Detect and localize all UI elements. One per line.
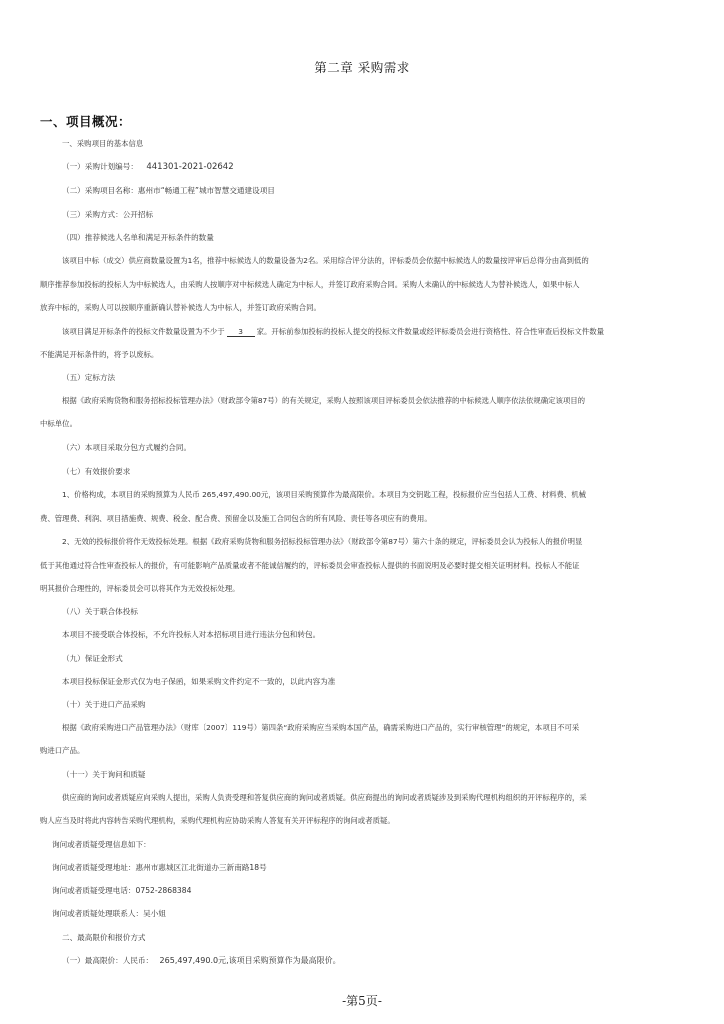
- paragraph-line: 本项目不接受联合体投标，不允许投标人对本招标项目进行违法分包和转包。: [62, 630, 321, 639]
- paragraph-line: 低于其他通过符合性审查投标人的报价，有可能影响产品质量或者不能诚信履约的，评标委员会审查投标人提供的书面说明及必要时提交相关证明材料。投标人不能证: [40, 561, 580, 570]
- paragraph-line: 供应商的询问或者质疑应向采购人提出，采购人负责受理和答复供应商的询问或者质疑。供应商提出的询问或者质疑涉及到采购代理机构组织的开评标程序的，采: [62, 793, 587, 802]
- paragraph-line: 放弃中标的，采购人可以按顺序重新确认替补候选人为中标人，并签订政府采购合同。: [40, 303, 321, 312]
- page-number: -第5页-: [342, 994, 382, 1008]
- valid-quote-heading: （七）有效报价要求: [62, 467, 131, 476]
- inquiry-heading: （十一）关于询问和质疑: [62, 770, 146, 779]
- deposit-heading: （九）保证金形式: [62, 654, 123, 663]
- subsection-heading: 一、采购项目的基本信息: [62, 139, 144, 148]
- paragraph-line: 根据《政府采购进口产品管理办法》（财库〔2007〕119号）第四条“政府采购应当采购本国产品，确需采购进口产品的，实行审核管理”的规定，本项目不可采: [62, 723, 580, 732]
- procurement-plan-number: [62, 162, 234, 172]
- inquiry-address: 询问或者质疑受理地址：惠州市惠城区江北街道办三新南路18号: [52, 863, 267, 872]
- paragraph-line: 该项目中标（成交）供应商数量设置为1名，推荐中标候选人的数量设备为2名。采用综合评分法的，评标委员会依据中标候选人的数量按评审后总得分由高到低的: [62, 256, 589, 265]
- paragraph-line: 根据《政府采购货物和服务招标投标管理办法》（财政部令第87号）的有关规定，采购人按照该项目评标委员会依法推荐的中标候选人顺序依法依规确定该项目的: [62, 396, 586, 405]
- max-price-label: （一）最高限价：人民币：: [62, 956, 154, 965]
- bid-count-line: [62, 327, 604, 337]
- plan-number-value: 441301-2021-02642: [146, 162, 234, 172]
- inquiry-info-heading: 询问或者质疑受理信息如下：: [52, 840, 151, 849]
- paragraph-line: 1、价格构成，本项目的采购预算为人民币 265,497,490.00元，该项目采购预算作为最高限价。本项目为交钥匙工程，投标报价应当包括人工费、材料费、机械: [62, 490, 587, 499]
- project-name: （二）采购项目名称：惠州市“畅通工程”城市智慧交通建设项目: [62, 186, 275, 195]
- contract-method: （六）本项目采取分包方式履约合同。: [62, 443, 192, 452]
- import-heading: （十）关于进口产品采购: [62, 700, 146, 709]
- award-method-heading: （五）定标方法: [62, 373, 116, 382]
- bid-count-number: 3: [227, 327, 255, 337]
- subsection-heading-2: 二、最高限价和报价方式: [62, 933, 146, 942]
- candidate-heading: （四）推荐候选人名单和满足开标条件的数量: [62, 233, 214, 242]
- section-heading: 一、项目概况：: [40, 114, 132, 129]
- paragraph-line: 费、管理费、利润、项目措施费、规费、税金、配合费、预留金以及施工合同包含的所有风险、责任等各项应有的费用。: [40, 514, 432, 523]
- paragraph-line: 中标单位。: [40, 419, 77, 428]
- chapter-title: 第二章 采购需求: [314, 60, 410, 75]
- inquiry-phone: 询问或者质疑受理电话：0752-2868384: [52, 886, 192, 895]
- bid-count-text-2: 家。开标前参加投标的投标人提交的投标文件数量或经评标委员会进行资格性、符合性审查后投标文件数量: [256, 327, 604, 336]
- paragraph-line: 明其报价合理性的，评标委员会可以将其作为无效投标处理。: [40, 584, 240, 593]
- consortium-heading: （八）关于联合体投标: [62, 607, 138, 616]
- paragraph-line: 本项目投标保证金形式仅为电子保函，如果采购文件约定不一致的，以此内容为准: [62, 677, 336, 686]
- plan-number-label: （一）采购计划编号：: [62, 162, 138, 171]
- inquiry-contact: 询问或者质疑处理联系人：吴小姐: [52, 909, 166, 918]
- procurement-method: （三）采购方式：公开招标: [62, 210, 154, 219]
- paragraph-line: 2、无效的投标报价将作无效投标处理。根据《政府采购货物和服务招标投标管理办法》（财政部令第87号）第六十条的规定，评标委员会认为投标人的报价明显: [62, 537, 583, 546]
- paragraph-line: 顺序推荐参加投标的投标人为中标候选人，由采购人按顺序对中标候选人确定为中标人，并签订政府采购合同。采购人未确认的中标候选人为替补候选人，如果中标人: [40, 280, 580, 289]
- max-price-value: 265,497,490.0元,该项目采购预算作为最高限价。: [159, 956, 341, 965]
- paragraph-line: 不能满足开标条件的，将予以废标。: [40, 350, 159, 359]
- max-price-line: [62, 956, 341, 966]
- bid-count-text: 该项目满足开标条件的投标文件数量设置为不少于: [62, 327, 225, 336]
- paragraph-line: 购进口产品。: [40, 746, 85, 755]
- paragraph-line: 购人应当及时将此内容转告采购代理机构，采购代理机构应协助采购人答复有关开评标程序的询问或者质疑。: [40, 816, 395, 825]
